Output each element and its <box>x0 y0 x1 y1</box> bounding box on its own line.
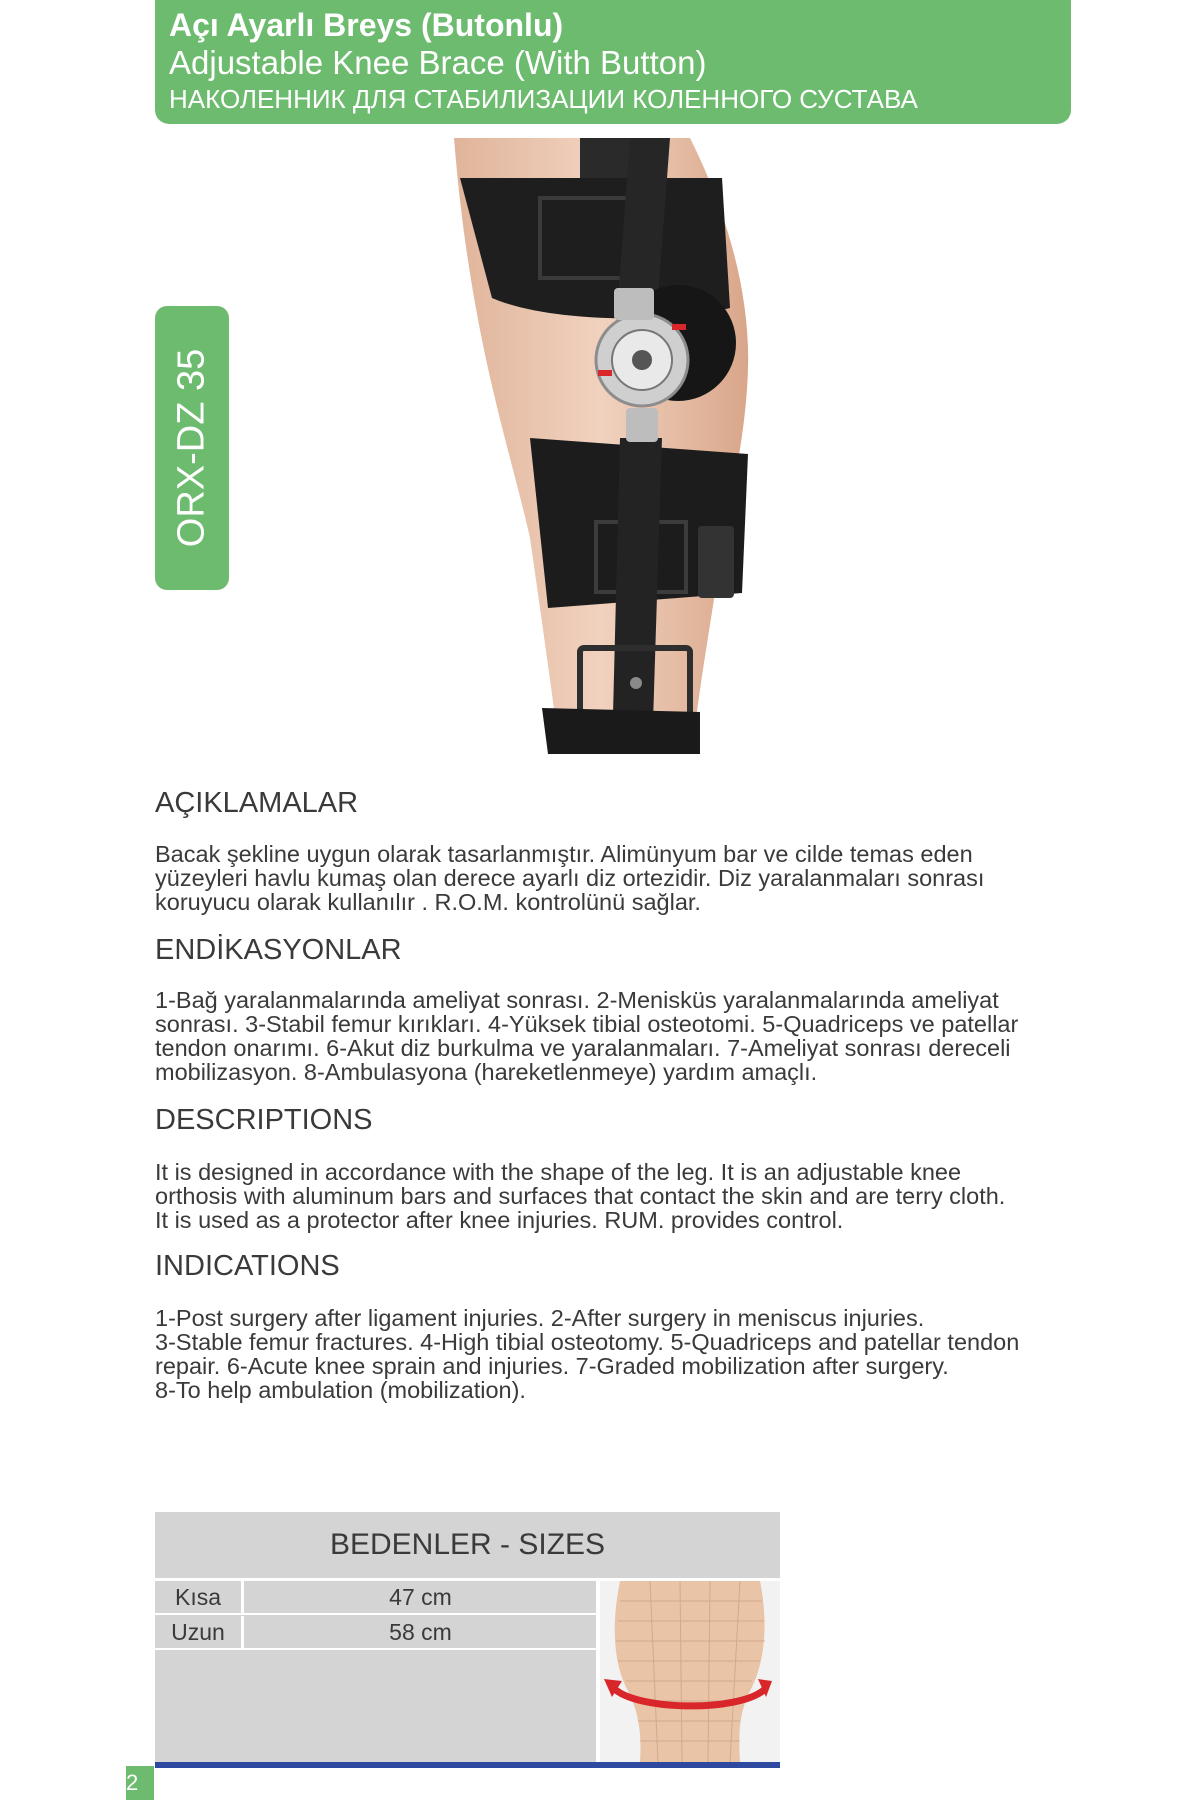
size-value: 47 cm <box>389 1584 452 1610</box>
section-text-endikasyonlar <box>155 988 1085 1084</box>
title-english: Adjustable Knee Brace (With Button) <box>169 44 707 81</box>
text-line: sonrası. 3-Stabil femur kırıkları. 4-Yüksek tibial osteotomi. 5-Quadriceps ve patellar <box>155 1011 1019 1037</box>
text-line: It is used as a protector after knee injuries. RUM. provides control. <box>155 1207 844 1233</box>
text-line: 3-Stable femur fractures. 4-High tibial osteotomy. 5-Quadriceps and patellar tendon <box>155 1329 1020 1355</box>
text-line: 1-Post surgery after ligament injuries. 2-After surgery in meniscus injuries. <box>155 1305 925 1331</box>
section-heading-aciklamalar: AÇIKLAMALAR <box>155 787 359 819</box>
product-code: ORX-DZ 35 <box>170 348 213 548</box>
section-heading-endikasyonlar: ENDİKASYONLAR <box>155 934 402 966</box>
section-text-indications <box>155 1306 1085 1402</box>
text-line: koruyucu olarak kullanılır . R.O.M. kontrolünü sağlar. <box>155 889 701 915</box>
divider <box>241 1581 244 1615</box>
size-row-kisa <box>155 1581 596 1615</box>
size-row-uzun <box>155 1616 596 1650</box>
text-line: 8-To help ambulation (mobilization). <box>155 1377 526 1403</box>
header-banner <box>155 0 1071 124</box>
text-line: It is designed in accordance with the shape of the leg. It is an adjustable knee <box>155 1159 962 1185</box>
text-line: tendon onarımı. 6-Akut diz burkulma ve yaralanmaları. 7-Ameliyat sonrası dereceli <box>155 1035 1011 1061</box>
text-line: yüzeyleri havlu kumaş olan derece ayarlı diz ortezidir. Diz yaralanmaları sonrası <box>155 865 985 891</box>
knee-brace-photo <box>430 138 810 754</box>
divider <box>241 1616 244 1650</box>
text-line: orthosis with aluminum bars and surfaces that contact the skin and are terry cloth. <box>155 1183 1006 1209</box>
knee-measurement-illustration <box>600 1581 780 1762</box>
text-line: Bacak şekline uygun olarak tasarlanmıştır. Alimünyum bar ve cilde temas eden <box>155 841 973 867</box>
title-turkish: Açı Ayarlı Breys (Butonlu) <box>169 7 564 43</box>
text-line: mobilizasyon. 8-Ambulasyona (hareketlenmeye) yardım amaçlı. <box>155 1059 818 1085</box>
text-line: repair. 6-Acute knee sprain and injuries. 7-Graded mobilization after surgery. <box>155 1353 949 1379</box>
size-value: 58 cm <box>389 1619 452 1645</box>
table-bottom-line <box>155 1762 780 1768</box>
title-russian: НАКОЛЕННИК ДЛЯ СТАБИЛИЗАЦИИ КОЛЕННОГО СУСТАВА <box>169 84 918 114</box>
section-heading-descriptions: DESCRIPTIONS <box>155 1104 373 1136</box>
sizes-table <box>155 1512 780 1762</box>
section-text-aciklamalar <box>155 842 1085 914</box>
size-name: Kısa <box>174 1584 222 1610</box>
sizes-title: BEDENLER - SIZES <box>329 1528 606 1561</box>
section-text-descriptions <box>155 1160 1085 1232</box>
text-line: 1-Bağ yaralanmalarında ameliyat sonrası. 2-Menisküs yaralanmalarında ameliyat <box>155 987 999 1013</box>
divider <box>155 1648 596 1650</box>
size-name: Uzun <box>171 1619 225 1645</box>
section-heading-indications: INDICATIONS <box>155 1250 340 1282</box>
page-number: 2 <box>126 1766 154 1800</box>
product-code-tab <box>155 306 229 590</box>
divider <box>155 1613 596 1615</box>
